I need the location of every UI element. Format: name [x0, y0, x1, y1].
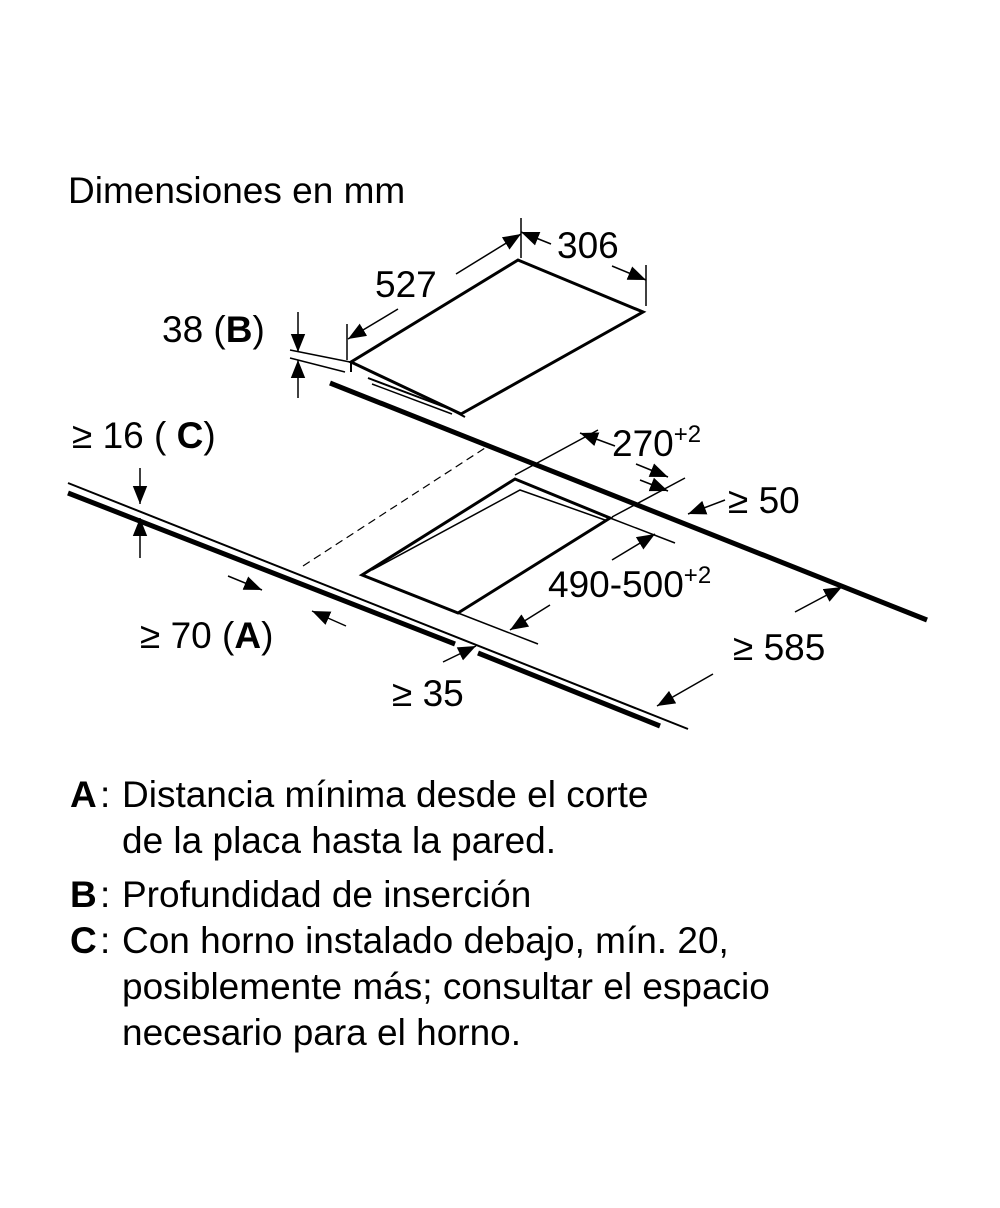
- dim-490-value: 490-500: [548, 564, 684, 605]
- countertop-front-bottom-line-right: [478, 653, 660, 726]
- dim-70-value: ≥ 70 (: [140, 615, 235, 656]
- dim-490-ext-top: [610, 518, 675, 543]
- dim-270-arrow-right: [636, 464, 668, 477]
- legend-item-b: [70, 872, 970, 918]
- dim-38-value: 38 (: [162, 309, 226, 350]
- legend-key-b: B: [70, 874, 97, 915]
- dim-38-key: B: [225, 309, 253, 350]
- dim-16-value: ≥ 16 (: [72, 415, 177, 456]
- legend-item-a: [70, 772, 970, 864]
- legend-line: posiblemente más; consultar el espacio: [122, 966, 770, 1007]
- legend-colon: :: [100, 874, 111, 915]
- dim-527-arrow-bottom: [348, 309, 398, 339]
- dim-490-tolerance: +2: [683, 562, 712, 589]
- dim-490-ext-bottom: [458, 613, 538, 644]
- legend-line: de la placa hasta la pared.: [122, 820, 557, 861]
- dim-16-close: ): [203, 415, 216, 456]
- dim-70-key: A: [234, 615, 262, 656]
- legend-item-c: [70, 918, 970, 1056]
- legend-text-b: [122, 872, 970, 918]
- dim-270-value: 270: [612, 423, 674, 464]
- dim-70-close: ): [261, 615, 274, 656]
- legend-text-a: [122, 772, 970, 864]
- legend-line: Con horno instalado debajo, mín. 20,: [122, 920, 729, 961]
- dim-585-arrow-bottom: [657, 674, 713, 706]
- dim-70-arrow-right: [312, 611, 346, 626]
- dim-270-tolerance: +2: [673, 421, 702, 448]
- dim-70-arrow-left: [228, 576, 262, 590]
- dim-50-arrow-left: [640, 480, 668, 491]
- dim-306-arrow-left: [521, 232, 551, 244]
- legend-line: Profundidad de inserción: [122, 874, 532, 915]
- legend-colon: :: [100, 920, 111, 961]
- dim-label-306: 306: [557, 225, 619, 266]
- dim-38-close: ): [252, 309, 265, 350]
- dim-490-arrow-bottom: [510, 605, 550, 630]
- dim-label-16: [72, 415, 216, 456]
- dim-16-key: C: [176, 415, 204, 456]
- dim-label-490-500: [548, 562, 711, 605]
- dim-label-270: [612, 421, 701, 464]
- dim-label-50: ≥ 50: [728, 480, 800, 521]
- legend-key-c: C: [70, 920, 97, 961]
- dim-490-arrow-top: [612, 534, 655, 560]
- dim-label-38: [162, 309, 265, 350]
- dim-50-arrow-right: [688, 500, 725, 514]
- dim-label-585: ≥ 585: [733, 627, 826, 668]
- legend: [70, 772, 970, 1056]
- legend-line: Distancia mínima desde el corte: [122, 774, 649, 815]
- diagram-title: Dimensiones en mm: [68, 170, 406, 211]
- dim-270-arrow-left: [580, 433, 615, 446]
- dim-585-arrow-top: [795, 587, 842, 612]
- legend-line: necesario para el horno.: [122, 1012, 522, 1053]
- legend-key-a: A: [70, 774, 97, 815]
- dim-label-35: ≥ 35: [392, 673, 464, 714]
- dim-label-527: 527: [375, 264, 437, 305]
- dim-label-70: [140, 615, 273, 656]
- legend-colon: :: [100, 774, 111, 815]
- dim-306-arrow-right: [612, 266, 646, 280]
- dim-35-arrow: [443, 646, 476, 662]
- legend-text-c: [122, 918, 970, 1056]
- dim-270-ext-left: [515, 430, 598, 475]
